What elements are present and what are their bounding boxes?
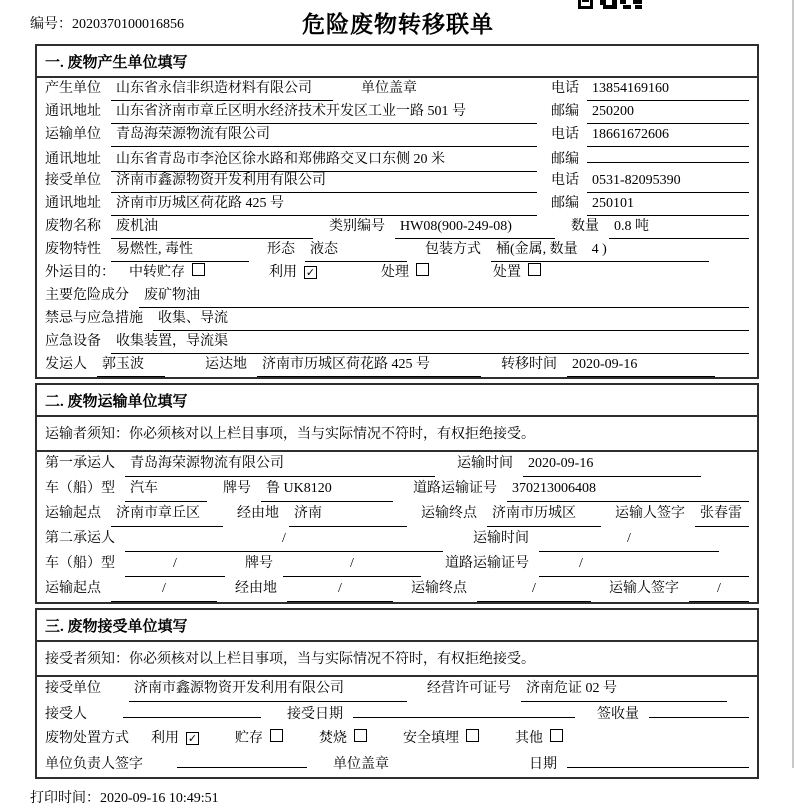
section1-header: 一. 废物产生单位填写 xyxy=(37,46,757,78)
form-title: 危险废物转移联单 xyxy=(302,12,494,37)
print-time xyxy=(30,787,796,807)
phone-label: 电话 xyxy=(551,81,579,96)
received-quantity-value xyxy=(649,702,749,718)
transport-time-label: 运输时间 xyxy=(473,531,529,546)
transporter-address-value: 山东省青岛市李沧区徐水路和郑佛路交叉口东侧 20 米 xyxy=(111,149,537,172)
row-disposal-method xyxy=(37,727,757,752)
transfer-time-label: 转移时间 xyxy=(501,357,557,372)
road-permit-value: 370213006408 xyxy=(507,477,749,502)
form-state-value: 液态 xyxy=(305,239,407,262)
via-label: 经由地 xyxy=(237,506,279,521)
section-receiver xyxy=(35,608,759,779)
date-value xyxy=(567,752,749,768)
row-consignor xyxy=(37,354,757,377)
terminus-value: 济南市历城区 xyxy=(487,502,601,527)
recipient-label: 接受人 xyxy=(45,707,87,722)
transporter-unit-label: 运输单位 xyxy=(45,127,101,142)
producer-phone-value: 13854169160 xyxy=(587,78,749,101)
treat-checkbox xyxy=(416,263,429,276)
plate-number-label: 牌号 xyxy=(223,481,251,496)
via-label: 经由地 xyxy=(235,581,277,596)
utilize-checkbox: ✓ xyxy=(187,732,198,745)
option-secure-landfill: 安全填埋 xyxy=(403,727,479,751)
transport-time-label: 运输时间 xyxy=(457,456,513,471)
second-carrier-label: 第二承运人 xyxy=(45,531,115,546)
utilize-checkbox: ✓ xyxy=(305,266,316,279)
receive-date-label: 接受日期 xyxy=(287,707,343,722)
address-label: 通讯地址 xyxy=(45,104,101,119)
responsible-signature-value xyxy=(177,752,307,768)
receiver-unit-value: 济南市鑫源物资开发利用有限公司 xyxy=(111,170,537,193)
carrier-signature-value: 张春雷 xyxy=(695,502,749,527)
row-transfer-purpose xyxy=(37,262,757,285)
contraindication-label: 禁忌与应急措施 xyxy=(45,311,143,326)
row-receiver-address xyxy=(37,193,757,216)
row-contraindication xyxy=(37,308,757,331)
secure-landfill-checkbox xyxy=(466,729,479,742)
transport-time-value: 2020-09-16 xyxy=(523,452,701,477)
via-2-value: / xyxy=(287,577,393,602)
row-responsible-signature xyxy=(37,752,757,777)
section3-header: 三. 废物接受单位填写 xyxy=(37,610,757,642)
row-main-hazard xyxy=(37,285,757,308)
producer-unit-label: 产生单位 xyxy=(45,81,101,96)
phone-label: 电话 xyxy=(551,173,579,188)
transporter-postcode-value xyxy=(587,147,749,163)
consignor-value: 郭玉波 xyxy=(97,354,165,377)
postcode-label: 邮编 xyxy=(551,104,579,119)
received-quantity-label: 签收量 xyxy=(597,707,639,722)
row-transporter-unit xyxy=(37,124,757,147)
row-vehicle-2 xyxy=(37,552,757,577)
option-incinerate: 焚烧 xyxy=(319,727,367,751)
recipient-value xyxy=(123,702,261,718)
producer-postcode-value: 250200 xyxy=(587,101,749,124)
carrier-signature-2-value: / xyxy=(689,577,749,602)
address-label: 通讯地址 xyxy=(45,152,101,167)
row-receiver-unit xyxy=(37,170,757,193)
row-producer-address xyxy=(37,101,757,124)
main-hazard-value: 废矿物油 xyxy=(139,285,749,308)
producer-unit-value: 山东省永信非织造材料有限公司 xyxy=(111,78,333,101)
row-first-carrier xyxy=(37,452,757,477)
receiver-unit-label: 接受单位 xyxy=(45,173,101,188)
packaging-label: 包装方式 xyxy=(425,242,481,257)
waste-property-label: 废物特性 xyxy=(45,242,101,257)
row-route-2 xyxy=(37,577,757,602)
first-carrier-label: 第一承运人 xyxy=(45,456,115,471)
date-label: 日期 xyxy=(529,757,557,772)
terminus-2-value: / xyxy=(477,577,591,602)
plate-number-2-value: / xyxy=(283,552,421,577)
carrier-signature-label: 运输人签字 xyxy=(609,581,679,596)
vehicle-type-label: 车（船）型 xyxy=(45,481,115,496)
address-label: 通讯地址 xyxy=(45,196,101,211)
dispose-checkbox xyxy=(528,263,541,276)
form-header xyxy=(0,0,796,44)
responsible-signature-label: 单位负责人签字 xyxy=(45,757,143,772)
print-time-value: 2020-09-16 10:49:51 xyxy=(100,791,219,806)
section-producer xyxy=(35,44,759,379)
row-recipient xyxy=(37,702,757,727)
receiver-address-value: 济南市历城区荷花路 425 号 xyxy=(111,193,537,216)
main-hazard-label: 主要危险成分 xyxy=(45,288,129,303)
transport-time-2-value: / xyxy=(539,527,719,552)
terminus-label: 运输终点 xyxy=(421,506,477,521)
emergency-equipment-label: 应急设备 xyxy=(45,334,101,349)
section2-header: 二. 废物运输单位填写 xyxy=(37,385,757,417)
first-carrier-value: 青岛海荣源物流有限公司 xyxy=(125,452,435,477)
road-permit-2-value: / xyxy=(539,552,749,577)
option-utilize: 利用 ✓ xyxy=(269,265,316,280)
category-code-label: 类别编号 xyxy=(329,219,385,234)
waste-name-label: 废物名称 xyxy=(45,219,101,234)
waste-property-value: 易燃性, 毒性 xyxy=(111,239,249,262)
plate-number-value: 鲁 UK8120 xyxy=(261,477,393,502)
origin-2-value: / xyxy=(111,577,217,602)
row-emergency-equipment xyxy=(37,331,757,354)
packaging-value: 桶(金属, 数量 4 ) xyxy=(491,239,709,262)
postcode-label: 邮编 xyxy=(551,196,579,211)
contraindication-value: 收集、导流 xyxy=(153,308,749,331)
road-permit-label: 道路运输证号 xyxy=(445,556,529,571)
serial-value: 2020370100016856 xyxy=(72,17,184,32)
disposal-method-label: 废物处置方式 xyxy=(45,731,129,746)
option-treat: 处理 xyxy=(381,262,429,284)
receive-date-value xyxy=(353,702,575,718)
transporter-notice: 运输者须知：你必须核对以上栏目事项，当与实际情况不符时，有权拒绝接受。 xyxy=(37,417,757,452)
category-code-value: HW08(900-249-08) xyxy=(395,216,555,239)
row-receiving-unit xyxy=(37,677,757,702)
row-second-carrier xyxy=(37,527,757,552)
license-number-value: 济南危证 02 号 xyxy=(521,677,727,702)
road-permit-label: 道路运输证号 xyxy=(413,481,497,496)
row-producer-unit xyxy=(37,78,757,101)
unit-seal-label: 单位盖章 xyxy=(333,757,389,772)
serial-label: 编号： xyxy=(30,17,72,32)
terminus-label: 运输终点 xyxy=(411,581,467,596)
transit-storage-checkbox xyxy=(192,263,205,276)
quantity-value: 0.8 吨 xyxy=(609,216,749,239)
row-vehicle-1 xyxy=(37,477,757,502)
vehicle-type-label: 车（船）型 xyxy=(45,556,115,571)
receiver-notice: 接受者须知：你必须核对以上栏目事项，当与实际情况不符时，有权拒绝接受。 xyxy=(37,642,757,677)
other-checkbox xyxy=(550,729,563,742)
row-waste-property xyxy=(37,239,757,262)
quantity-label: 数量 xyxy=(571,219,599,234)
origin-label: 运输起点 xyxy=(45,581,101,596)
destination-value: 济南市历城区荷花路 425 号 xyxy=(257,354,481,377)
transfer-time-value: 2020-09-16 xyxy=(567,354,715,377)
origin-label: 运输起点 xyxy=(45,506,101,521)
carrier-signature-label: 运输人签字 xyxy=(615,506,685,521)
store-checkbox xyxy=(270,729,283,742)
consignor-label: 发运人 xyxy=(45,357,87,372)
row-transporter-address xyxy=(37,147,757,170)
incinerate-checkbox xyxy=(354,729,367,742)
destination-label: 运达地 xyxy=(205,357,247,372)
option-transit-storage: 中转贮存 xyxy=(129,262,205,284)
producer-address-value: 山东省济南市章丘区明水经济技术开发区工业一路 501 号 xyxy=(111,101,537,124)
section-transporter xyxy=(35,383,759,604)
transporter-phone-value: 18661672606 xyxy=(587,124,749,147)
row-waste-name xyxy=(37,216,757,239)
license-number-label: 经营许可证号 xyxy=(427,681,511,696)
postcode-label: 邮编 xyxy=(551,152,579,167)
unit-seal-label: 单位盖章 xyxy=(361,81,417,96)
transporter-unit-value: 青岛海荣源物流有限公司 xyxy=(111,124,537,147)
receiving-unit-label: 接受单位 xyxy=(45,681,101,696)
option-dispose: 处置 xyxy=(493,262,541,284)
print-time-label: 打印时间： xyxy=(30,791,100,806)
second-carrier-value: / xyxy=(125,527,443,552)
receiver-postcode-value: 250101 xyxy=(587,193,749,216)
option-utilize: 利用 ✓ xyxy=(151,731,198,746)
transfer-purpose-label: 外运目的： xyxy=(45,265,115,280)
option-store: 贮存 xyxy=(235,727,283,751)
form-state-label: 形态 xyxy=(267,242,295,257)
waste-name-value: 废机油 xyxy=(111,216,313,239)
via-value: 济南 xyxy=(289,502,407,527)
plate-number-label: 牌号 xyxy=(245,556,273,571)
emergency-equipment-value: 收集装置，导流渠 xyxy=(111,331,749,354)
origin-value: 济南市章丘区 xyxy=(111,502,223,527)
page-edge-line xyxy=(792,0,794,768)
row-route-1 xyxy=(37,502,757,527)
vehicle-type-2-value: / xyxy=(125,552,225,577)
receiving-unit-value: 济南市鑫源物资开发利用有限公司 xyxy=(129,677,407,702)
vehicle-type-value: 汽车 xyxy=(125,477,207,502)
option-other: 其他 xyxy=(515,727,563,751)
receiver-phone-value: 0531-82095390 xyxy=(587,170,749,193)
phone-label: 电话 xyxy=(551,127,579,142)
